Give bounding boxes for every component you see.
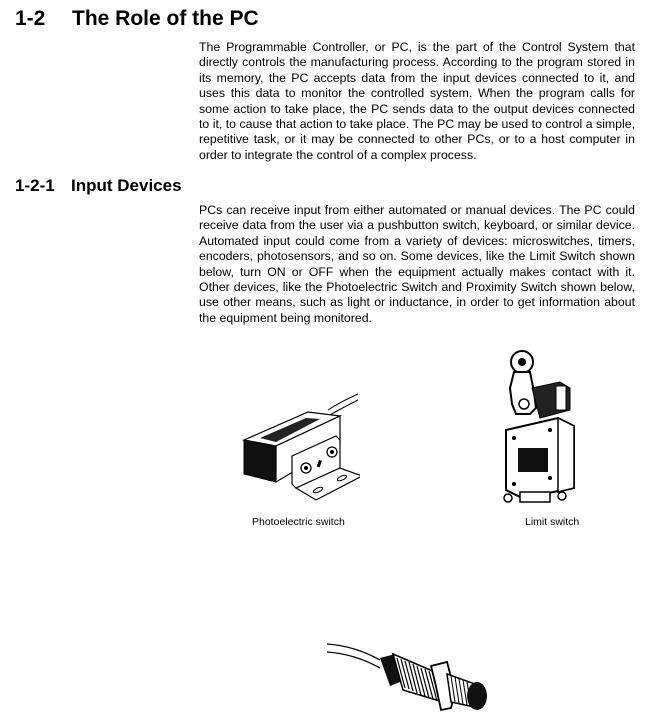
figure-caption: Photoelectric switch <box>252 516 345 528</box>
figure-caption: Limit switch <box>525 516 580 528</box>
subsection-paragraph: PCs can receive input from either automated or manual devices. The PC could receive data from the user via a pushbutton switch, keyboard, or similar device. Automated input could come from a variety of devices: microswitches, timers, encoders, photosensors, and so on. Some devices, like the Limit Switch shown below, turn ON or OFF when the equipment actually makes contact with it. Other devices, like the Photoelectric Switch and Proximity Switch shown below, use other means, such as light or inductance, in order to get information about the equipment being monitored. <box>199 203 635 325</box>
photoelectric-switch-illustration <box>240 392 360 502</box>
subsection-heading <box>15 176 182 196</box>
proximity-switch-illustration <box>325 632 495 722</box>
limit-switch-illustration <box>500 348 580 508</box>
section-paragraph: The Programmable Controller, or PC, is the part of the Control System that directly controls the manufacturing process. According to the program stored in its memory, the PC accepts data from the input devices connected to it, and uses this data to monitor the controlled system. When the program calls for some action to take place, the PC sends data to the output devices connected to it, to cause that action to take place. The PC may be used to control a simple, repetitive task, or it may be connected to other PCs, or to a host computer in order to integrate the control of a complex process. <box>199 40 635 162</box>
section-heading <box>15 7 259 31</box>
section-title: The Role of the PC <box>72 7 259 30</box>
subsection-title: Input Devices <box>71 176 182 195</box>
section-number: 1-2 <box>15 7 46 30</box>
subsection-number: 1-2-1 <box>15 176 55 195</box>
